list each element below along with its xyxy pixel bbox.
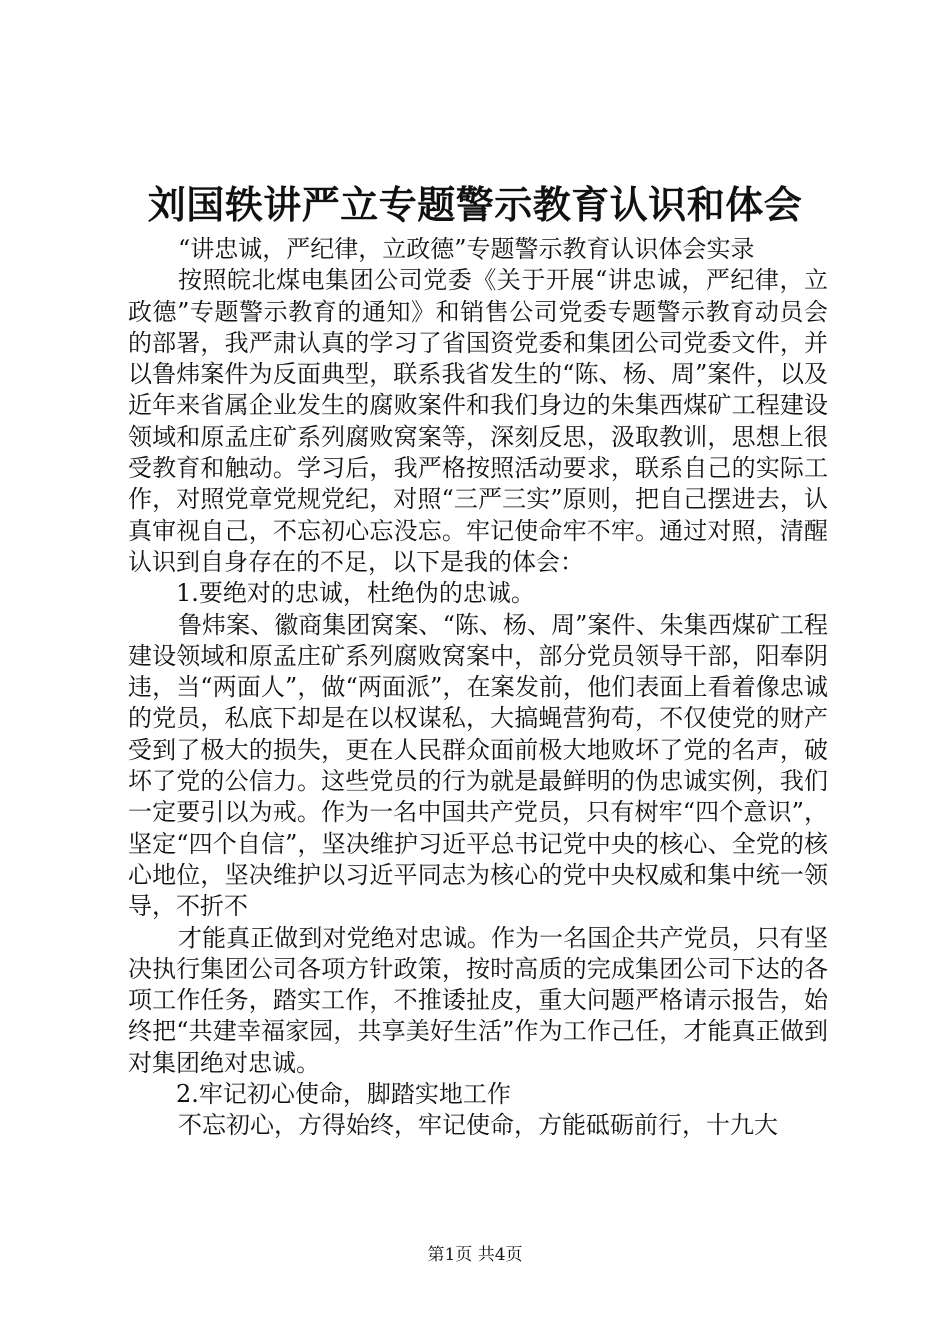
document-subtitle: “讲忠诚，严纪律，立政德”专题警示教育认识体会实录 <box>178 235 755 263</box>
page-number-footer: 第1页 共4页 <box>427 1245 523 1265</box>
document-body <box>128 234 828 1142</box>
paragraph: 不忘初心，方得始终，牢记使命，方能砥砺前行，十九大 <box>178 1111 778 1140</box>
document-title: 刘国轶讲严立专题警示教育认识和体会 <box>147 182 803 227</box>
section-heading: 2.牢记初心使命，脚踏实地工作 <box>176 1080 511 1109</box>
section-heading: 1.要绝对的忠诚，杜绝伪的忠诚。 <box>176 579 535 608</box>
paragraph: 鲁炜案、徽商集团窝案、“陈、杨、周”案件、朱集西煤矿工程建设领域和原孟庄矿系列腐败窝案中，部分党员领导干部，阳奉阴违，当“两面人”，做“两面派”，在案发前，他们表面上看着像忠诚的党员，私底下却是在以权谋私，大搞蝇营狗苟，不仅使党的财产受到了极大的损失，更在人民群众面前极大地败坏了党的名声，破坏了党的公信力。这些党员的行为就是最鲜明的伪忠诚实例，我们一定要引以为戒。作为一名中国共产党员，只有树牢“四个意识”，坚定“四个自信”，坚决维护习近平总书记党中央的核心、全党的核心地位，坚决维护以习近平同志为核心的党中央权威和集中统一领导，不折不 <box>128 610 828 921</box>
paragraph: 才能真正做到对党绝对忠诚。作为一名国企共产党员，只有坚决执行集团公司各项方针政策，按时高质的完成集团公司下达的各项工作任务，踏实工作，不推诿扯皮，重大问题严格请示报告，始终把“共建幸福家园，共享美好生活”作为工作己任，才能真正做到对集团绝对忠诚。 <box>128 923 828 1077</box>
paragraph: 按照皖北煤电集团公司党委《关于开展“讲忠诚，严纪律，立政德”专题警示教育的通知》和销售公司党委专题警示教育动员会的部署，我严肃认真的学习了省国资党委和集团公司党委文件，并以鲁炜案件为反面典型，联系我省发生的“陈、杨、周”案件，以及近年来省属企业发生的腐败案件和我们身边的朱集西煤矿工程建设领域和原孟庄矿系列腐败窝案等，深刻反思，汲取教训，思想上很受教育和触动。学习后，我严格按照活动要求，联系自己的实际工作，对照党章党规党纪，对照“三严三实”原则，把自己摆进去，认真审视自己，不忘初心忘没忘。牢记使命牢不牢。通过对照，清醒认识到自身存在的不足，以下是我的体会： <box>128 266 828 576</box>
